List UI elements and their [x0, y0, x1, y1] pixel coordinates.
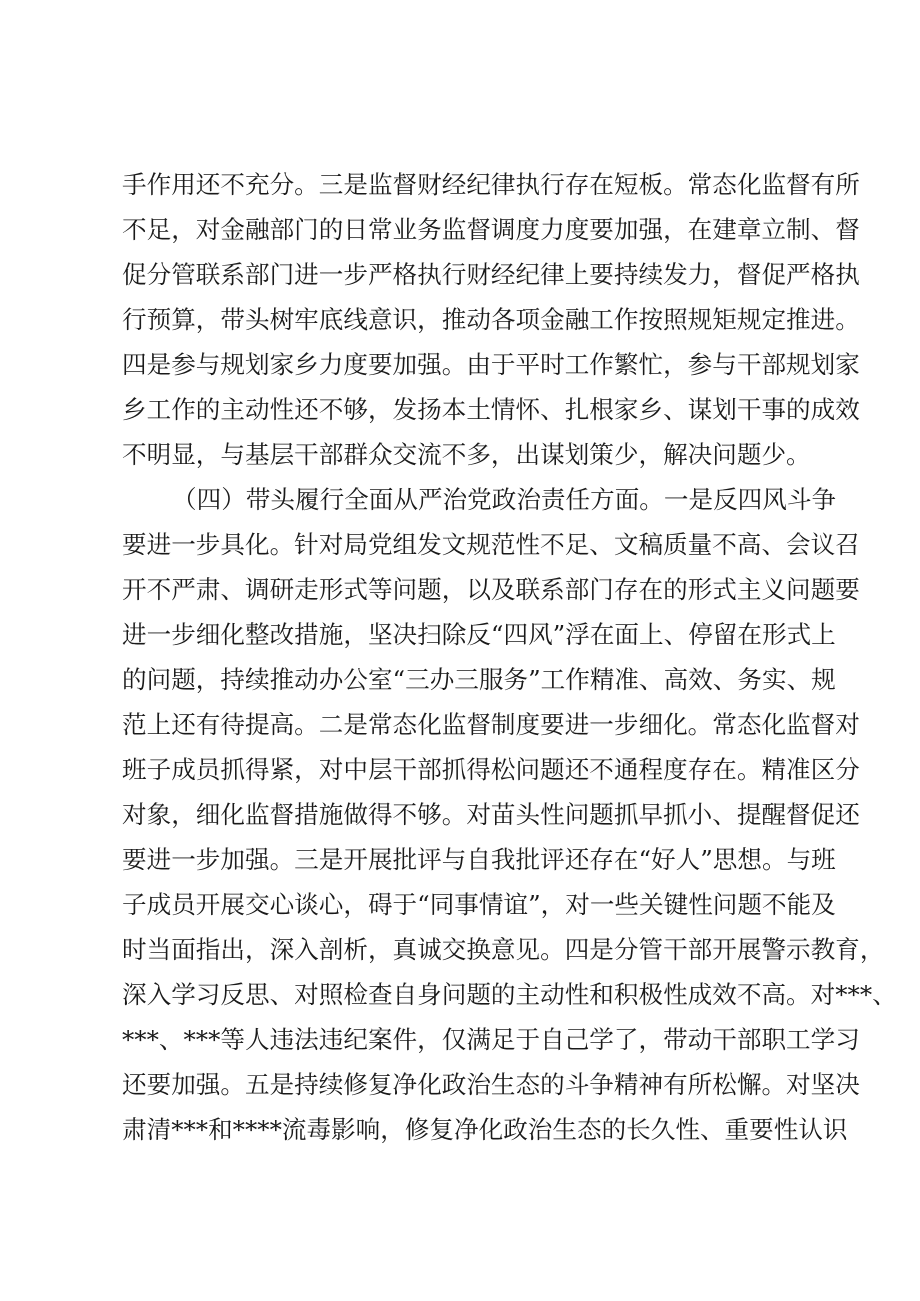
text-line: 深入学习反思、对照检查自身问题的主动性和积极性成效不高。对***、: [122, 980, 897, 1009]
text-line: 开不严肃、调研走形式等问题，以及联系部门存在的形式主义问题要: [122, 575, 860, 604]
text-line: 要进一步加强。三是开展批评与自我批评还存在“好人”思想。与班: [122, 845, 836, 874]
text-line: 子成员开展交心谈心，碍于“同事情谊”，对一些关键性问题不能及: [122, 890, 836, 919]
text-line: 范上还有待提高。二是常态化监督制度要进一步细化。常态化监督对: [122, 710, 860, 739]
text-line: 还要加强。五是持续修复净化政治生态的斗争精神有所松懈。对坚决: [122, 1070, 860, 1099]
text-line: 不足，对金融部门的日常业务监督调度力度要加强，在建章立制、督: [122, 215, 860, 244]
text-line: 进一步细化整改措施，坚决扫除反“四风”浮在面上、停留在形式上: [122, 620, 836, 649]
text-line: 要进一步具化。针对局党组发文规范性不足、文稿质量不高、会议召: [122, 530, 860, 559]
text-line: 乡工作的主动性还不够，发扬本土情怀、扎根家乡、谋划干事的成效: [122, 395, 860, 424]
text-line: 促分管联系部门进一步严格执行财经纪律上要持续发力，督促严格执: [122, 260, 860, 289]
text-line: 四是参与规划家乡力度要加强。由于平时工作繁忙，参与干部规划家: [122, 350, 860, 379]
text-line: 不明显，与基层干部群众交流不多，出谋划策少，解决问题少。: [122, 440, 811, 469]
section-heading-line: （四）带头履行全面从严治党政治责任方面。一是反四风斗争: [172, 485, 837, 514]
text-line: 的问题，持续推动办公室“三办三服务”工作精准、高效、务实、规: [122, 665, 836, 694]
text-line: 手作用还不充分。三是监督财经纪律执行存在短板。常态化监督有所: [122, 170, 860, 199]
text-line: ***、***等人违法违纪案件，仅满足于自己学了，带动干部职工学习: [122, 1025, 860, 1054]
text-line: 肃清***和****流毒影响，修复净化政治生态的长久性、重要性认识: [122, 1115, 848, 1144]
text-line: 行预算，带头树牢底线意识，推动各项金融工作按照规矩规定推进。: [122, 305, 860, 334]
document-body: [122, 162, 897, 1152]
text-line: 时当面指出，深入剖析，真诚交换意见。四是分管干部开展警示教育，: [122, 935, 885, 964]
text-line: 对象，细化监督措施做得不够。对苗头性问题抓早抓小、提醒督促还: [122, 800, 860, 829]
text-line: 班子成员抓得紧，对中层干部抓得松问题还不通程度存在。精准区分: [122, 755, 860, 784]
